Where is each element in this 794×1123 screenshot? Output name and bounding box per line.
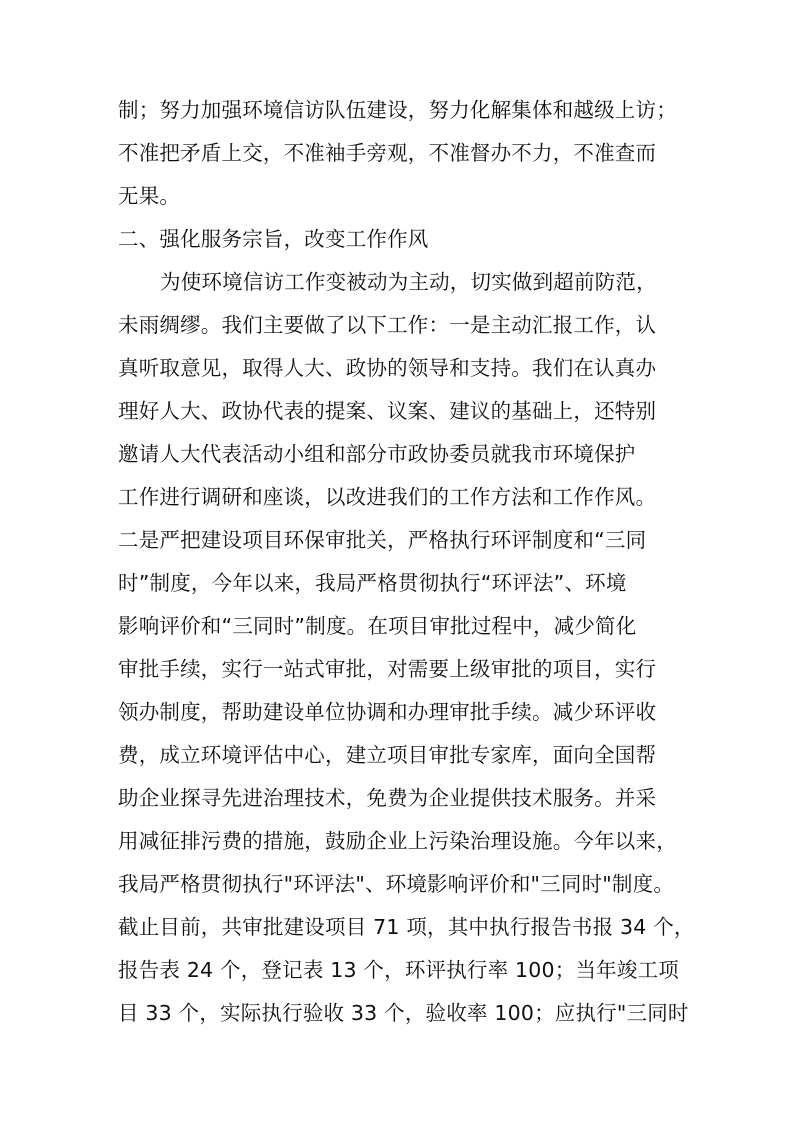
text-line-8: 理好人大、政协代表的提案、议案、建议的基础上，还特别 <box>118 399 657 423</box>
text-line-6: 未雨绸缪。我们主要做了以下工作：一是主动汇报工作，认 <box>118 313 657 337</box>
text-line-21: 报告表 24 个，登记表 13 个，环评执行率 100；当年竣工项 <box>118 958 679 982</box>
text-line-17: 助企业探寻先进治理技术，免费为企业提供技术服务。并采 <box>118 786 657 810</box>
text-line-12: 时”制度，今年以来，我局严格贯彻执行“环评法”、环境 <box>118 571 627 595</box>
text-line-9: 邀请人大代表活动小组和部分市政协委员就我市环境保护 <box>118 442 636 466</box>
text-line-1: 制；努力加强环境信访队伍建设，努力化解集体和越级上访； <box>118 98 677 122</box>
text-line-22: 目 33 个，实际执行验收 33 个，验收率 100；应执行"三同时 <box>118 1001 689 1025</box>
text-line-3: 无果。 <box>118 184 181 208</box>
text-line-11: 二是严把建设项目环保审批关，严格执行环评制度和“三同 <box>118 528 647 552</box>
section-heading: 二、强化服务宗旨，改变工作作风 <box>118 227 429 251</box>
text-line-2: 不准把矛盾上交，不准袖手旁观，不准督办不力，不准查而 <box>118 141 657 165</box>
text-line-15: 领办制度，帮助建设单位协调和办理审批手续。减少环评收 <box>118 700 657 724</box>
text-line-10: 工作进行调研和座谈，以改进我们的工作方法和工作作风。 <box>118 485 657 509</box>
text-line-16: 费，成立环境评估中心，建立项目审批专家库，面向全国帮 <box>118 743 657 767</box>
text-line-7: 真听取意见，取得人大、政协的领导和支持。我们在认真办 <box>118 356 657 380</box>
text-line-14: 审批手续，实行一站式审批，对需要上级审批的项目，实行 <box>118 657 657 681</box>
text-line-19: 我局严格贯彻执行"环评法"、环境影响评价和"三同时"制度。 <box>118 872 675 896</box>
text-line-20: 截止目前，共审批建设项目 71 项，其中执行报告书报 34 个， <box>118 915 695 939</box>
text-line-5: 为使环境信访工作变被动为主动，切实做到超前防范， <box>160 270 657 294</box>
text-line-18: 用减征排污费的措施，鼓励企业上污染治理设施。今年以来， <box>118 829 677 853</box>
text-line-13: 影响评价和“三同时”制度。在项目审批过程中，减少简化 <box>118 614 637 638</box>
